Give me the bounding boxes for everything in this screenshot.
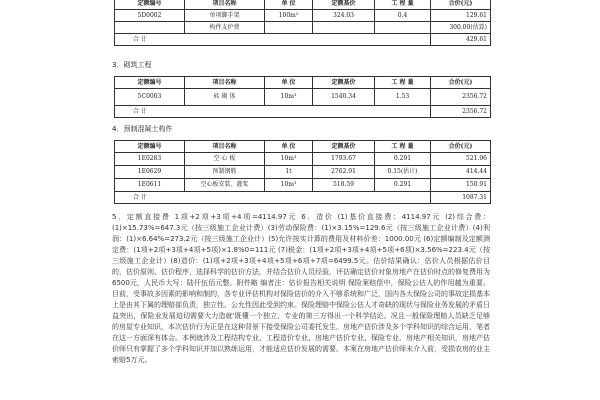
table-row (115, 153, 491, 166)
cell-quantity: 1.53 (375, 89, 431, 106)
header-quota-code: 定额编号 (115, 77, 185, 89)
cell-quota-code: 5C0003 (115, 89, 185, 106)
cell-total-price: 414.44 (431, 166, 491, 179)
cell-quota-code: 1E0611 (115, 179, 185, 192)
header-quantity: 工 程 量 (375, 0, 431, 10)
section-title-masonry: 3．砌筑工程 (112, 61, 152, 69)
table-row (115, 22, 491, 34)
cell-unit: 10m³ (265, 89, 313, 106)
cell-item-name: 预制钢筋 (185, 166, 265, 179)
header-quantity: 工 程 量 (375, 77, 431, 89)
header-unit: 单 位 (265, 77, 313, 89)
precast-concrete-cost-table (114, 140, 491, 204)
total-label: 合 计 (115, 192, 431, 204)
total-value: 429.61 (431, 34, 491, 46)
cell-total-price: 300.00(估算) (431, 22, 491, 34)
cell-quantity: 0.291 (375, 153, 431, 166)
header-base-price: 定额基价 (313, 0, 375, 10)
header-total-price: 合价(元) (431, 0, 491, 10)
cell-unit: 10m³ (265, 153, 313, 166)
table-header-row (115, 141, 491, 153)
cell-quantity: 0.15(估计) (375, 166, 431, 179)
total-label: 合 计 (115, 34, 431, 46)
header-item-name: 项目名称 (185, 141, 265, 153)
cell-base-price: 324.03 (313, 10, 375, 22)
valuation-paragraph: 5．定额直接费 1项+2项+3项+4项=4114.97元 6．造价 (1)基价直接费：4114.97元 (2)综合费：(1)×15.73%=647.3元（按三级施工企业计费）(3)劳动保险费：(1)×3.15%=129.6元（按三级施工企业计费）(4)利润：(1)×6.64%=273.2元（按三级施工企业计）(5)允许按实计算的费用及材料价差：1000.00元 (6)定额编制及定额测定费：(1项+2项+3项+4项+5项)×1.8%0=111元 (7)税金：(1项+2项+3项+4项+5项+6项)×3.56%=223.4元（按三级施工企业计）(8)造价：(1)项+2项+3项+4项+5项+6项+7项=6499.5元。估价结果确认：估价人员根据估价目的，估价原则、估价程序，选择科学的估价方法，并结合估价人员经验，评估确定估价对象房地产在估价时点的修复费用为6500元，人民币大写：陆仟伍佰元整。附件略 编者注：估价报告相关说明 保险案赔偿中，保险公估人的作用越为重要。目前，受事故多因素的影响和制约，各专业评估机构对保险估价的介入不够系统和广泛，国内各大保险公司的事故定损基本上是由其下属的理赔部负责，独立性、公允性因此受到约束。保险理赔中保险公估人才奇缺的现状与保险业务发展的矛盾日益突出，保险业发展迫切需要大力造就'既懂一个独立、专业的第三方得出一个科学结论。况且一般保险理赔人员缺乏足够的房屋专业知识，本次估价行为正是在这种背景下接受保险公司委托发生。房地产估价涉及多个学科知识的综合运用，笔者在这一方面深有体会。本例就涉及工程结构专业、工程造价专业、房地产估价专业、保险专业、房地产相关知识，房地产估价师只有掌握了多个学科知识并加以熟练运用，才能适应估价发展的需要。本案在房地产估价师未介入前，受损农房的业主索赔5万元。 (112, 213, 490, 364)
total-value: 1087.31 (431, 192, 491, 204)
table-row (115, 166, 491, 179)
cell-quota-code: 1E0629 (115, 166, 185, 179)
cell-quota-code: 5D0002 (115, 10, 185, 22)
table-row (115, 10, 491, 22)
cell-unit: 1t (265, 166, 313, 179)
header-total-price: 合价(元) (431, 77, 491, 89)
cell-base-price (313, 22, 375, 34)
cell-base-price: 1540.34 (313, 89, 375, 106)
cell-base-price: 2762.91 (313, 166, 375, 179)
cell-item-name: 砖 砌 体 (185, 89, 265, 106)
cell-total-price: 2356.72 (431, 89, 491, 106)
header-quota-code: 定额编号 (115, 0, 185, 10)
table-header-row (115, 77, 491, 89)
header-unit: 单 位 (265, 141, 313, 153)
masonry-cost-table (114, 76, 491, 118)
total-value: 2356.72 (431, 106, 491, 118)
table-total-row (115, 34, 491, 46)
cell-quota-code (115, 22, 185, 34)
header-quota-code: 定额编号 (115, 141, 185, 153)
header-quantity: 工 程 量 (375, 141, 431, 153)
cell-item-name: 空心板安装、灌浆 (185, 179, 265, 192)
header-item-name: 项目名称 (185, 77, 265, 89)
cell-unit (265, 22, 313, 34)
scaffolding-cost-table (114, 0, 491, 46)
table-total-row (115, 106, 491, 118)
table-header-row (115, 0, 491, 10)
header-base-price: 定额基价 (313, 141, 375, 153)
total-label: 合 计 (115, 106, 431, 118)
header-total-price: 合价(元) (431, 141, 491, 153)
cell-quantity: 0.291 (375, 179, 431, 192)
cell-base-price: 1793.67 (313, 153, 375, 166)
header-base-price: 定额基价 (313, 77, 375, 89)
section-title-precast-concrete: 4．预制混凝土构件 (112, 125, 173, 133)
table-row (115, 89, 491, 106)
cell-quantity (375, 22, 431, 34)
cell-unit: 10m³ (265, 179, 313, 192)
cell-base-price: 518.59 (313, 179, 375, 192)
table-total-row (115, 192, 491, 204)
cell-item-name: 单项脚手架 (185, 10, 265, 22)
cell-quantity: 0.4 (375, 10, 431, 22)
cell-total-price: 150.91 (431, 179, 491, 192)
cell-total-price: 521.96 (431, 153, 491, 166)
header-item-name: 项目名称 (185, 0, 265, 10)
table-row (115, 179, 491, 192)
cell-quota-code: 1E0283 (115, 153, 185, 166)
cell-unit: 100m² (265, 10, 313, 22)
cell-total-price: 129.61 (431, 10, 491, 22)
cell-item-name: 空 心 板 (185, 153, 265, 166)
header-unit: 单 位 (265, 0, 313, 10)
cell-item-name: 构件支护费 (185, 22, 265, 34)
